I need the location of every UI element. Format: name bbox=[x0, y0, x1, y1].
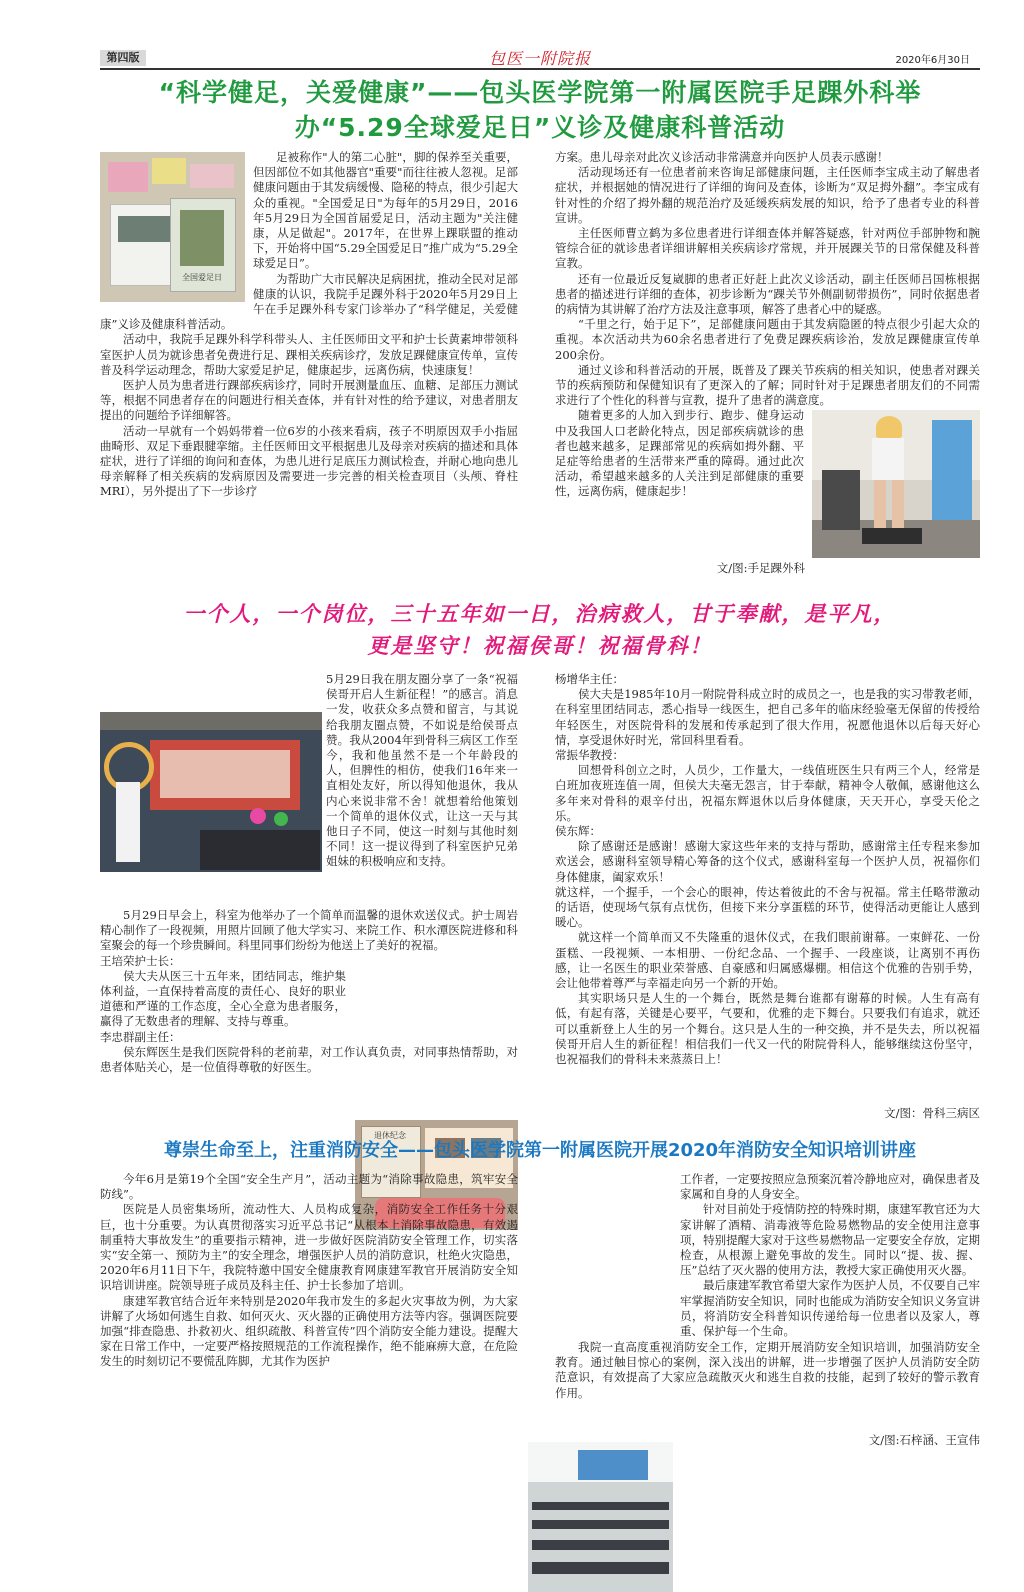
foot-day-brochures-photo bbox=[100, 152, 245, 302]
a2-left-p6: 侯东辉医生是我们医院骨科的老前辈，对工作认真负责，对同事热情帮助，对患者体贴关心，是一位值得尊敬的好医生。 bbox=[100, 1044, 518, 1075]
page-label: 第四版 bbox=[100, 50, 146, 66]
article2-right-column bbox=[555, 672, 980, 1067]
a1-right-p5: “千里之行，始于足下”，足部健康问题由于其发病隐匿的特点很少引起大众的重视。本次活动共为60余名患者进行了免费足踝疾病诊治，发放足踝健康宣传单200余份。 bbox=[555, 317, 980, 362]
a1-right-p2: 活动现场还有一位患者前来咨询足部健康问题，主任医师李宝成主动了解患者症状，并根据她的情况进行了详细的询问及查体，诊断为“双足拇外翻”。李宝成有针对性的介绍了拇外翻的规范治疗及延缓疾病发展的知识，给予了患者专业的科普宣讲。 bbox=[555, 165, 980, 225]
a1-right-p6: 通过义诊和科普活动的开展，既普及了踝关节疾病的相关知识，使患者对踝关节的疾病预防和保健知识有了更深入的了解；同时针对于足踝患者朋友们的不同需求进行了个性化的科普与宣教，提升了患者的满意度。 bbox=[555, 362, 980, 408]
a2-right-p8: 就这样一个简单而又不失隆重的退休仪式，在我们眼前谢幕。一束鲜花、一份蛋糕、一段视频、一本相册、一份纪念品、一个握手、一段座谈，让离别不再伤感，让一名医生的职业荣誉感、自豪感和归属感爆棚。相信这个优雅的告别手势，会让他带着尊严与幸福走向另一个新的开始。 bbox=[555, 930, 980, 991]
a3-right-p1: 工作者，一定要按照应急预案沉着冷静地应对，确保患者及家属和自身的人身安全。 bbox=[680, 1172, 980, 1202]
a2-right-p3: 常振华教授： bbox=[555, 748, 624, 763]
a2-right-p7: 就这样，一个握手，一个会心的眼神，传达着彼此的不舍与祝福。常主任略带激动的话语，使现场气氛有点忧伤，但接下来分享蛋糕的环节，使得活动更能让人感到暖心。 bbox=[555, 884, 980, 930]
plaque-text: 退休纪念 bbox=[374, 1131, 406, 1140]
article3-right-column bbox=[680, 1172, 980, 1339]
fire-safety-lecture-photo bbox=[528, 1442, 673, 1592]
a1-right-p1: 方案。患儿母亲对此次义诊活动非常满意并向医护人员表示感谢！ bbox=[555, 150, 889, 164]
retirement-ceremony-photo bbox=[100, 712, 322, 872]
a2-right-p1: 杨增华主任： bbox=[555, 672, 624, 686]
page-header bbox=[100, 50, 980, 68]
article3-bottom-right bbox=[555, 1340, 980, 1401]
article3-signature: 文/图:石梓涵、王宣伟 bbox=[868, 1433, 980, 1447]
article2-signature: 文/图：骨科三病区 bbox=[884, 1106, 980, 1120]
a2-left-p1: 5月29日我在朋友圈分享了一条“祝福侯哥开启人生新征程！”的感言。消息一发，收获众多点赞和留言，与其说给我朋友圈点赞，不如说是给侯哥点赞。我从2004年到骨科三病区工作至今，我和他虽然不是一个年龄段的人，但脾性的相仿，使我们16年来一直相处友好，所以得知他退休，我从内心来说非常不舍！就想着给他策划一个简单的退休仪式，让这一天与其他日子不同，使这一时刻与其他时刻不同！这一提议得到了科室医护兄弟姐妹的积极响应和支持。 bbox=[326, 672, 518, 869]
a3-right-p2: 针对目前处于疫情防控的特殊时期，康建军教官还为大家讲解了酒精、消毒液等危险易燃物品的安全使用注意事项，特别提醒大家对于这些易燃物品一定要安全存放，定期检查，从根源上避免事故的发生。同时以“提、拔、握、压”总结了灭火器的使用方法，教授大家正确使用灭火器。 bbox=[680, 1202, 980, 1278]
a1-left-p3: 活动中，我院手足踝外科学科带头人、主任医师田文平和护士长黄素坤带领科室医护人员为就诊患者免费进行足、踝相关疾病诊疗，发放足踝健康宣传单，宣传普及科学运动理念，帮助大家爱足护足，健康起步，远离伤病，快速康复！ bbox=[100, 332, 518, 377]
brochure-title: 全国爱足日 bbox=[182, 273, 222, 282]
a2-right-p2: 侯大夫是1985年10月一附院骨科成立时的成员之一，也是我的实习带教老师，在科室里团结同志，悉心指导一线医生，把自己多年的临床经验毫无保留的传授给年轻医生，对医院骨科的发展和传承起到了很大作用，祝愿他退休以后每天好心情，享受退休好时光，常回科里看看。 bbox=[555, 687, 980, 747]
a3-right-p4: 我院一直高度重视消防安全工作，定期开展消防安全知识培训，加强消防安全教育。通过触目惊心的案例，深入浅出的讲解，进一步增强了医护人员消防安全防范意识，有效提高了大家应急疏散灭火和逃生自救的技能，起到了较好的警示教育作用。 bbox=[555, 1340, 980, 1400]
foot-pressure-test-photo bbox=[812, 410, 980, 558]
article2-title-line2: 更是坚守！祝福侯哥！祝福骨科！ bbox=[367, 634, 713, 658]
masthead: 包医一附院报 bbox=[488, 49, 591, 68]
article3-left-column bbox=[100, 1172, 518, 1370]
a1-left-p5: 活动一早就有一个妈妈带着一位6岁的小孩来看病，孩子不明原因双手小指屈曲畸形、双足下垂跟腱挛缩。主任医师田文平根据患儿及母亲对疾病的描述和具体症状，进行了详细的询问和查体，为患儿进行足底压力测试检查，并耐心地向患儿母亲解释了相关疾病的发病原因及需要进一步完善的相关检查项目（头颅、脊柱MRI），另外提出了下一步诊疗 bbox=[100, 423, 518, 499]
a1-right-p7: 随着更多的人加入到步行、跑步、健身运动中及我国人口老龄化特点，因足部疾病就诊的患者也越来越多，足踝部常见的疾病如拇外翻、平足症等给患者的生活带来严重的障碍。通过此次活动，希望越来越多的人关注到足部健康的重要性，远离伤病，健康起步！ bbox=[555, 408, 804, 499]
article1-signature: 文/图:手足踝外科 bbox=[716, 561, 805, 575]
header-rule bbox=[100, 68, 980, 70]
a1-right-p3: 主任医师曹立鹤为多位患者进行详细查体并解答疑惑，针对两位手部肿物和腕管综合征的就诊患者详细讲解相关疾病诊疗常规，并开展踝关节的日常保健及科普宣教。 bbox=[555, 226, 980, 271]
a1-left-p1: 足被称作"人的第二心脏"，脚的保养至关重要，但因部位不如其他器官"重要"而往往被人忽视。足部健康问题由于其发病缓慢、隐秘的特点，很少引起大众的重视。"全国爱足日"为每年的5月29日，2016年5月29日为全国首届爱足日，活动主题为"关注健康，从足做起"。2017年，在世界上踝联盟的推动下，开始将中国“5.29全国爱足日”推广成为“5.29全球爱足日”。 bbox=[253, 150, 518, 271]
a2-left-p5: 李忠群副主任： bbox=[100, 1029, 181, 1044]
a2-right-p4: 回想骨科创立之时，人员少，工作量大，一线值班医生只有两三个人，经常是白班加夜班连值一周，但侯大夫毫无怨言，甘于奉献，精神令人敬佩，感谢他这么多年来对骨科的艰辛付出，祝福东辉退休以后身体健康，天天开心，享受天伦之乐。 bbox=[555, 763, 980, 823]
a2-right-p5: 侯东辉： bbox=[555, 824, 601, 839]
article1-left-column bbox=[100, 150, 518, 500]
a3-right-p3: 最后康建军教官希望大家作为医护人员，不仅要自己牢牢掌握消防安全知识，同时也能成为消防安全知识义务宣讲员，将消防安全科普知识传递给每一位患者以及家人，尊重、保护每一个生命。 bbox=[680, 1278, 980, 1339]
a2-left-p4: 侯大夫从医三十五年来，团结同志，维护集体利益，一直保持着高度的责任心、良好的职业道德和严谨的工作态度，全心全意为患者服务，赢得了无数患者的理解、支持与尊重。 bbox=[100, 968, 346, 1029]
a3-left-p3: 康建军教官结合近年来特别是2020年我市发生的多起火灾事故为例，为大家讲解了火场如何逃生自救、如何灭火、灭火器的正确使用方法等内容。强调医院要加强“排查隐患、扑救初火、组织疏散、科普宣传”四个消防安全能力建设。提醒大家在日常工作中，一定要严格按照规范的工作流程操作，绝不能麻痹大意，在危险发生的时刻切记不要慌乱阵脚，尤其作为医护 bbox=[100, 1293, 518, 1369]
article2-title bbox=[100, 598, 980, 662]
article1-title-line1: “科学健足，关爱健康”——包头医学院第一附属医院手足踝外科举 bbox=[158, 78, 922, 107]
a2-left-p2: 5月29日早会上，科室为他举办了一个简单而温馨的退休欢送仪式。护士周岩精心制作了一段视频，用照片回顾了他大学实习、来院工作、积水潭医院进修和科室聚会的每一个珍贵瞬间。科里同事们纷纷为他送上了美好的祝福。 bbox=[100, 908, 518, 953]
article1-right-column bbox=[555, 150, 980, 562]
a1-left-p4: 医护人员为患者进行踝部疾病诊疗，同时开展测量血压、血糖、足部压力测试等，根据不同患者存在的问题进行相关查体，并有针对性的给予建议，对患者朋友提出的问题给予详细解答。 bbox=[100, 378, 518, 423]
article1-title bbox=[100, 75, 980, 145]
article2-left-column-rest bbox=[100, 908, 518, 1075]
a1-right-p4: 还有一位最近反复崴脚的患者正好赶上此次义诊活动，副主任医师吕国栋根据患者的描述进行详细的查体，初步诊断为“踝关节外侧副韧带损伤”，同时依据患者的病情为其讲解了治疗方法及注意事项，解答了患者心中的疑惑。 bbox=[555, 271, 980, 317]
article2-title-line1: 一个人，一个岗位，三十五年如一日，治病救人，甘于奉献，是平凡， bbox=[183, 602, 897, 626]
issue-date: 2020年6月30日 bbox=[895, 55, 970, 66]
a3-left-p2: 医院是人员密集场所，流动性大、人员构成复杂，消防安全工作任务十分艰巨，也十分重要。为认真贯彻落实习近平总书记“从根本上消除事故隐患，有效遏制重特大事故发生”的重要指示精神，进一步做好医院消防安全管理工作，切实落实“安全第一、预防为主”的安全理念，增强医护人员的消防意识，杜绝火灾隐患，2020年6月11日下午，我院特邀中国安全健康教育网康建军教官开展消防安全知识培训讲座。院领导班子成员及科主任、护士长参加了培训。 bbox=[100, 1202, 518, 1293]
a2-right-p6: 除了感谢还是感谢！感谢大家这些年来的支持与帮助，感谢常主任专程来参加欢送会，感谢科室领导精心筹备的这个仪式，感谢科室每一个医护人员，祝福你们身体健康，阖家欢乐！ bbox=[555, 839, 980, 884]
a2-right-p9: 其实职场只是人生的一个舞台，既然是舞台谁都有谢幕的时候。人生有高有低，有起有落，关键是心要平，气要和，优雅的走下舞台。只要我们有追求，就还可以重新登上人生的另一个舞台。这只是人生的一种交换，并不是失去，所以祝福侯哥开启人生的新征程！相信我们一代又一代的附院骨科人，能够继续这份坚守，也祝福我们的骨科未来蒸蒸日上！ bbox=[555, 991, 980, 1067]
article3-title: 尊崇生命至上，注重消防安全——包头医学院第一附属医院开展2020年消防安全知识培训讲座 bbox=[163, 1140, 917, 1161]
a3-left-p1: 今年6月是第19个全国“安全生产月”，活动主题为“消除事故隐患，筑牢安全防线”。 bbox=[100, 1172, 518, 1202]
a1-left-p2: 为帮助广大市民解决足病困扰，推动全民对足部健康的认识，我院手足踝外科于2020年5月29日上午在手足踝外科专家门诊举办了“科学健足，关爱健康”义诊及健康科普活动。 bbox=[100, 271, 518, 332]
a2-left-p3: 王培荣护士长： bbox=[100, 953, 181, 968]
article1-title-line2: 办“5.29全球爱足日”义诊及健康科普活动 bbox=[294, 113, 786, 142]
